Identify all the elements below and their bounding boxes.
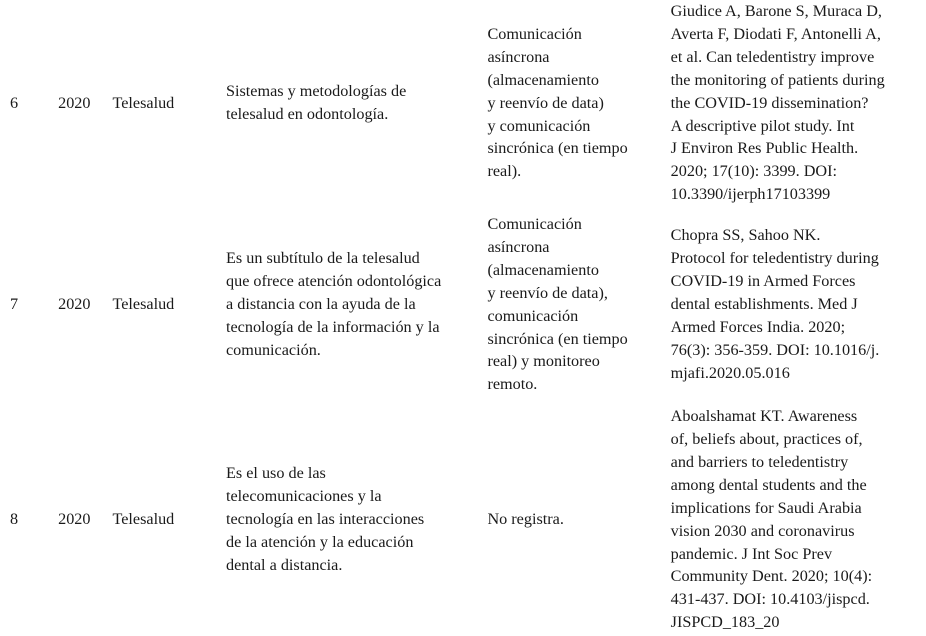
row-definition: [226, 403, 487, 636]
row-term: Telesalud: [112, 93, 175, 112]
row-modality: [487, 206, 670, 403]
row-term: Telesalud: [112, 510, 175, 529]
row-modality: [487, 0, 670, 206]
row-definition: [226, 206, 487, 403]
definition-text: Sistemas y metodologías de telesalud en odontología.: [226, 82, 407, 124]
table-row: [0, 403, 926, 636]
modality-text: No registra.: [487, 510, 564, 529]
row-modality: [487, 403, 670, 636]
table-row: [0, 206, 926, 403]
row-year: 2020: [58, 510, 91, 529]
row-year: 2020: [58, 93, 91, 112]
row-reference: [671, 0, 926, 206]
modality-text: Comunicación asíncrona (almacenamiento y reenvío de data), comunicación sincrónica (en tiempo real) y monitoreo remoto.: [487, 215, 628, 394]
reference-text: Giudice A, Barone S, Muraca D, Averta F, Diodati F, Antonelli A, et al. Can teledentistry improve the monitoring of patients during the COVID-19 dissemination? A descriptive pilot study. Int J Environ Res Public Health. 2020; 17(10): 3399. DOI: 10.3390/ijerph17103399: [670, 2, 885, 204]
modality-text: Comunicación asíncrona (almacenamiento y reenvío de data) y comunicación sincrónica (en tiempo real).: [487, 24, 628, 181]
table-row: [0, 0, 926, 206]
reference-text: Chopra SS, Sahoo NK. Protocol for teledentistry during COVID-19 in Armed Forces dental establishments. Med J Armed Forces India. 2020; 76(3): 356-359. DOI: 10.1016/j. mjafi.2020.05.016: [670, 226, 880, 382]
definition-text: Es un subtítulo de la telesalud que ofrece atención odontológica a distancia con la ayuda de la tecnología de la información y la comunicación.: [226, 249, 442, 360]
row-reference: [671, 403, 926, 636]
row-number: 8: [10, 510, 19, 529]
row-year: 2020: [58, 295, 91, 314]
row-definition: [226, 0, 487, 206]
definition-text: Es el uso de las telecomunicaciones y la tecnología en las interacciones de la atención y la educación dental a distancia.: [226, 464, 425, 575]
row-term: Telesalud: [112, 295, 175, 314]
row-number: 7: [10, 295, 19, 314]
row-number: 6: [10, 93, 19, 112]
row-reference: [671, 206, 926, 403]
reference-text: Aboalshamat KT. Awareness of, beliefs about, practices of, and barriers to teledentistry among dental students and the implications for Saudi Arabia vision 2030 and coronavirus pandemic. J Int Soc Prev Community Dent. 2020; 10(4): 431-437. DOI: 10.4103/jispcd. JISPCD_183_20: [670, 407, 873, 632]
